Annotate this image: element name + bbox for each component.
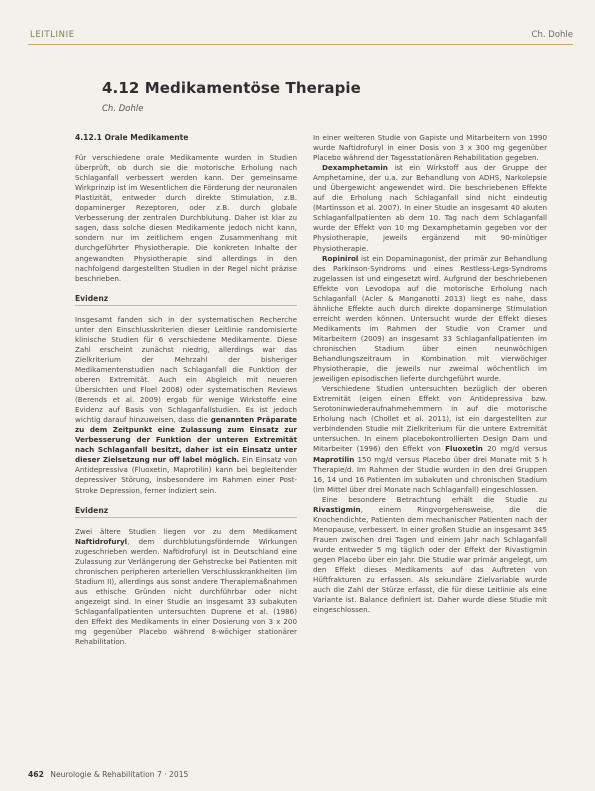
paragraph: Eine besondere Betrachtung erhält die Studie zu Rivastigmin, einem Ringvorgehensweise, die die Knochendichte, Patienten dem mechanischer Patienten nach der Menopause, verbessert. In einer großen Studie an insgesamt 345 Frauen zwischen drei Tagen und einem Jahr nach Schlaganfall wurde entweder 5 mg täglich oder der Effekt der Rivastigmin gegen Placebo über ein Jahr. Die Studie war primär angelegt, um den Effekt dieses Medikaments auf das Auftreten von Hüftfrakturen zu erfassen. Als sekundäre Zielvariable wurde auch die Zahl der Stürze erfasst, die für diese Leitlinie als eine Variante ist. Balance definiert ist. Daher wurde diese Studie mit eingeschlossen. xyxy=(313,494,548,615)
header-author: Ch. Dohle xyxy=(531,30,573,40)
chapter-title: 4.12 Medikamentöse Therapie xyxy=(102,79,361,97)
author-byline: Ch. Dohle xyxy=(102,104,144,114)
paragraph: Ropinirol ist ein Dopaminagonist, der primär zur Behandlung des Parkinson-Syndroms und eines Restless-Legs-Syndroms zugelassen ist und eingesetzt wird. Aufgrund der beschriebenen Effekte von Levodopa auf die motorische Erholung nach Schlaganfall (Acler & Manganotti 2013) liegt es nahe, dass ähnliche Effekte auch durch direkte dopaminerge Stimulation erreicht werden können. Untersucht wurde der Effekt dieses Medikaments im Rahmen der Studie von Cramer und Mitarbeitern (2009) an insgesamt 33 Schlaganfallpatienten im chronischen Stadium über einen neunwöchigen Behandlungszeitraum in Kombination mit vierwöchiger Physiotherapie, die jeweils nur zweimal wöchentlich im jeweiligen episodischen lieferte durchgeführt wurde. xyxy=(313,253,547,384)
header-section-label: LEITLINIE xyxy=(30,30,75,40)
evidence-heading: Evidenz xyxy=(75,506,297,518)
paragraph: Insgesamt fanden sich in der systematischen Recherche unter den Einschlusskriterien dieser Leitlinie randomisierte klinische Studien für 6 verschiedene Medikamente. Diese Zahl erscheint zunächst niedrig, allerdings war das Zielkriterium der Mehrzahl der bisheriger Medikamentenstudien nach Schlaganfall die Funktion der oberen Extremität. Auch ein Abgleich mit neueren Übersichten und Floel 2008) oder systematischen Reviews (Berends et al. 2009) ergab für wenige Wirkstoffe eine Evidenz auf Basis von Schlaganfallstudien. Es ist jedoch wichtig darauf hinzuweisen, dass die genannten Präparate zu dem Zeitpunkt eine Zulassung zum Einsatz zur Verbesserung der Funktion der unteren Extremität nach Schlaganfall besitzt, daher ist ein Einsatz unter dieser Zielsetzung nur off label möglich. Ein Einsatz von Antidepressiva (Fluoxetin, Maprotilin) kann bei begleitender depressiver Störung, insbesondere im Rahmen einer Post-Stroke Depression, ferner indiziert sein. xyxy=(75,314,297,495)
evidence-heading: Evidenz xyxy=(75,294,297,306)
bold-notice: genannten Präparate zu dem Zeitpunkt eine Zulassung zum Einsatz zur Verbesserung der Funktion der unteren Extremität nach Schlaganfall besitzt, daher ist ein Einsatz unter dieser Zielsetzung nur off label möglich. xyxy=(75,415,297,465)
drug-name: Dexamphetamin xyxy=(322,163,388,173)
paragraph: Verschiedene Studien untersuchten bezüglich der oberen Extremität (eigen einen Effekt von Antidepressiva bzw. Serotoninwiederaufnahmehemmern in auf die motorische Erholung nach (Chollet et al. 2011), ist ein dargestellten zur verbindenden Studie mit Zielkriterium für die untere Extremität untersuchen. In einem placebokontrollierten Design Dam und Mitarbeiter (1996) den Effekt von Fluoxetin 20 mg/d versus Maprotilin 150 mg/d versus Placebo über drei Monate mit 5 h Therapie/d. Im Rahmen der Studie wurden in den drei Gruppen 16, 14 und 16 Patienten im subakuten und chronischen Stadium (im Mittel über drei Monate nach Schlaganfall) eingeschlossen. xyxy=(313,384,548,494)
left-column xyxy=(75,133,297,647)
page-footer xyxy=(28,770,188,779)
paragraph: Für verschiedene orale Medikamente wurden in Studien überprüft, ob durch sie die motorische Erholung nach Schlaganfall verbessert werden kann. Der gemeinsame Wirkprinzip ist im Wesentlichen die Förderung der neuronalen Plastizität, entweder durch direkte Stimulation, z.B. dopaminerger Rezeptoren, oder z.B. durch globale Verbesserung der zentralen Durchblutung. Daher ist klar zu sagen, dass solche diesen Medikamente jedoch nicht kann, sondern nur im zeitlichem engen Zusammenhang mit durchgeführter Physiotherapie. Die konkreten Inhalte der angewandten Physiotherapie sind allerdings in den nachfolgend dargestellten Studien in der Regel nicht präzise beschrieben. xyxy=(75,153,297,283)
drug-name: Maprotilin xyxy=(313,454,355,464)
paragraph: Dexamphetamin ist ein Wirkstoff aus der Gruppe der Amphetamine, der u.a. zur Behandlung von ADHS, Narkolepsie und Übergewicht angewendet wird. Die beschriebenen Effekte auf die Erholung nach Schlaganfall sind nicht eindeutig (Martinsson et al. 2007). In einer Studie an insgesamt 40 akuten Schlaganfallpatienten ab dem 10. Tag nach dem Schlaganfall wurde der Effekt von 10 mg Dexamphetamin gegeben vor der Physiotherapie, jeweils ergänzend mit 90-minütiger Physiotherapie. xyxy=(313,163,547,253)
drug-name: Ropinirol xyxy=(322,253,359,263)
paragraph: Zwei ältere Studien liegen vor zu dem Medikament Naftidrofuryl, dem durchblutungsfördernde Wirkungen zugeschrieben werden. Naftidrofuryl ist in Deutschland eine Zulassung zur Verlängerung der Gehstrecke bei Patienten mit chronischen peripheren arteriellen Verschlusskrankheiten (im Stadium II), allerdings aus sonst andere Therapiemaßnahmen aus ethische Gründen nicht durchführbar oder nicht angezeigt sind. In einer Studie an insgesamt 33 subakuten Schlaganfallpatienten untersuchten Duprene et al. (1986) den Effekt des Medikaments in einer Dosierung von 3 x 200 mg gegenüber Placebo während 8-wöchiger stationärer Rehabilitation. xyxy=(75,526,297,647)
right-column xyxy=(313,133,547,615)
running-header xyxy=(28,28,573,45)
drug-name: Naftidrofuryl xyxy=(75,536,128,546)
page-number: 462 xyxy=(28,770,44,779)
drug-name: Fluoxetin xyxy=(445,444,483,454)
journal-name: Neurologie & Rehabilitation 7 · 2015 xyxy=(50,770,189,779)
paragraph: In einer weiteren Studie von Gapiste und Mitarbeitern von 1990 wurde Naftidrofuryl in einer Dosis von 3 x 300 mg gegenüber Placebo während der Tagesstationären Rehabilitation gegeben. xyxy=(313,133,547,163)
drug-name: Rivastigmin xyxy=(313,504,361,514)
subsection-heading-oral: 4.12.1 Orale Medikamente xyxy=(75,133,189,142)
